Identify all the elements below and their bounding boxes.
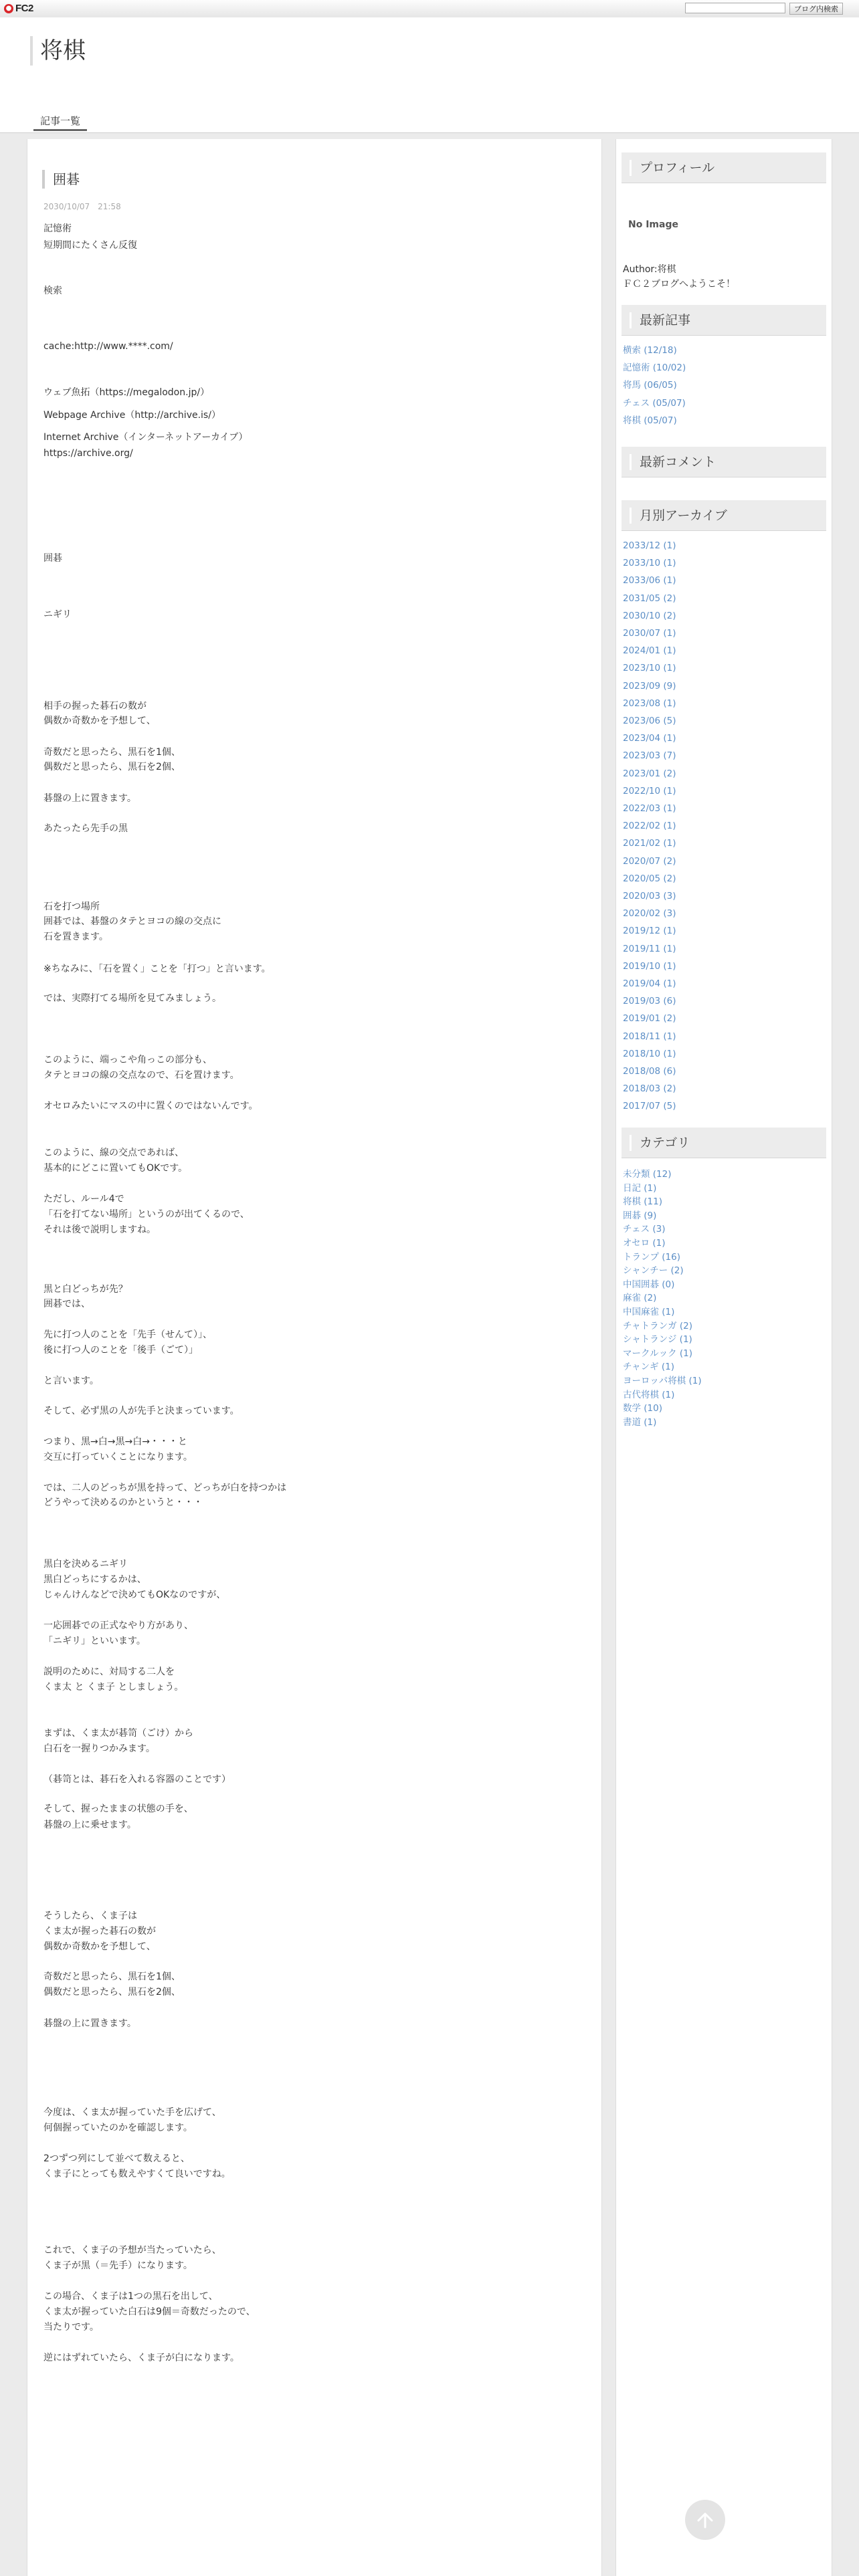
entry-text-line: つまり、黒→白→黒→白→・・・と — [43, 1436, 187, 1447]
archive-month-link[interactable]: 2017/07 (5) — [623, 1101, 676, 1112]
category-link[interactable]: オセロ (1) — [623, 1238, 666, 1249]
entry-text-line: そうしたら、くま子は — [43, 1911, 137, 1921]
entry-text-line: 一応囲碁での正式なやり方があり、 — [43, 1620, 193, 1631]
entry-text-line: ただし、ルール4で — [43, 1194, 124, 1204]
category-link[interactable]: 中国麻雀 (1) — [623, 1307, 675, 1317]
archive-month-link[interactable]: 2030/07 (1) — [623, 628, 676, 639]
category-link[interactable]: 将棋 (11) — [623, 1196, 663, 1208]
entry-text-line: このように、端っこや角っこの部分も、 — [43, 1055, 212, 1065]
entry-text-line: 偶数だと思ったら、黒石を2個、 — [43, 762, 181, 772]
entry-text-line: タテとヨコの線の交点なので、石を置けます。 — [43, 1070, 240, 1081]
archive-month-link[interactable]: 2033/10 (1) — [623, 558, 676, 569]
archive-month-link[interactable]: 2023/06 (5) — [623, 716, 676, 726]
archive-month-link[interactable]: 2018/10 (1) — [623, 1048, 676, 1059]
entry-text-line: 碁盤の上に置きます。 — [43, 2018, 136, 2029]
entry-text-line: 2つずつ列にして並べて数えると、 — [43, 2153, 190, 2164]
entry-text-line: （碁笥とは、碁石を入れる容器のことです） — [43, 1774, 231, 1785]
entry-text-line: ※ちなみに、「石を置く」ことを「打つ」と言います。 — [43, 964, 271, 974]
fc2-logo-icon: ● — [4, 4, 13, 13]
entry-text-line: 囲碁では、碁盤のタテとヨコの線の交点に — [43, 916, 221, 927]
profile-no-image: No Image — [628, 219, 678, 230]
archive-heading-box — [622, 500, 826, 531]
blog-search-input[interactable] — [685, 3, 785, 13]
entry-text-line: と言います。 — [43, 1376, 99, 1386]
entry-text-line: 検索 — [43, 286, 62, 296]
archive-month-link[interactable]: 2020/05 (2) — [623, 873, 676, 884]
entry-title-wrap — [42, 170, 80, 189]
archive-month-link[interactable]: 2022/10 (1) — [623, 785, 676, 796]
entry-text-line: cache:http://www.****.com/ — [43, 341, 173, 352]
entry-text-line: 白石を一握りつかみます。 — [43, 1743, 155, 1754]
entry-text-line: じゃんけんなどで決めてもOKなのですが、 — [43, 1590, 226, 1600]
entry-text-line: 記憶術 — [43, 223, 72, 234]
archive-month-link[interactable]: 2020/02 (3) — [623, 908, 676, 920]
entry-text-line: どうやって決めるのかというと・・・ — [43, 1497, 203, 1508]
blog-header — [0, 17, 859, 133]
entry-text-line: ウェブ魚拓（https://megalodon.jp/） — [43, 387, 210, 398]
sidebar — [615, 139, 832, 2576]
entry-text-line: 後に打つ人のことを「後手（ごて）」 — [43, 1345, 198, 1356]
entry-text-line: 囲碁では、 — [43, 1299, 90, 1309]
category-link[interactable]: 中国囲碁 (0) — [623, 1279, 675, 1290]
category-heading-box — [622, 1128, 826, 1158]
category-heading: カテゴリ — [630, 1135, 690, 1151]
archive-month-link[interactable]: 2031/05 (2) — [623, 593, 676, 604]
category-link[interactable]: シャトランジ (1) — [623, 1334, 692, 1346]
entry-text-line: あたったら先手の黒 — [43, 823, 128, 834]
archive-month-link[interactable]: 2019/04 (1) — [623, 978, 676, 989]
entry-text-line: 相手の握った碁石の数が — [43, 701, 147, 712]
category-link[interactable]: 囲碁 (9) — [623, 1210, 657, 1221]
archive-month-link[interactable]: 2033/12 (1) — [623, 540, 676, 551]
entry-text-line: これで、くま子の予想が当たっていたら、 — [43, 2245, 221, 2256]
entry-text-line: このように、線の交点であれば、 — [43, 1148, 184, 1158]
archive-month-link[interactable]: 2022/02 (1) — [623, 821, 676, 832]
category-link[interactable]: チェス (3) — [623, 1224, 666, 1235]
entry-text-line: 黒と白どっちが先？ — [43, 1284, 128, 1295]
category-link[interactable]: 未分類 (12) — [623, 1169, 672, 1180]
entry-text-line: 当たりです。 — [43, 2322, 99, 2333]
recent-comments-heading: 最新コメント — [630, 454, 716, 470]
entry-text-line: 交互に打っていくことになります。 — [43, 1452, 193, 1463]
entry-text-line: 石を置きます。 — [43, 932, 108, 942]
archive-month-link[interactable]: 2020/03 (3) — [623, 891, 676, 901]
recent-entries-heading-box — [622, 305, 826, 336]
archive-month-link[interactable]: 2018/08 (6) — [623, 1066, 676, 1077]
entry-text-line: 黒白どっちにするかは、 — [43, 1574, 147, 1585]
arrow-up-icon — [695, 2510, 715, 2530]
recent-entry-link[interactable]: 将棋 (05/07) — [623, 415, 677, 426]
entry-text-line: この場合、くま子は1つの黒石を出して、 — [43, 2291, 218, 2302]
entry-text-line: 先に打つ人のことを「先手（せんて）」、 — [43, 1329, 212, 1340]
profile-heading: プロフィール — [630, 160, 714, 176]
fc2-logo-text: FC2 — [15, 3, 33, 14]
archive-month-link[interactable]: 2023/10 (1) — [623, 663, 676, 674]
entry-title[interactable]: 囲碁 — [53, 171, 80, 187]
archive-month-link[interactable]: 2023/03 (7) — [623, 750, 676, 762]
category-link[interactable]: トランプ (16) — [623, 1251, 681, 1263]
entry-date: 2030/10/07 21:58 — [43, 202, 121, 211]
category-link[interactable]: マークルック (1) — [623, 1348, 693, 1359]
entry-text-line: くま太が握った碁石の数が — [43, 1926, 156, 1937]
main-content — [27, 139, 602, 2576]
entry-text-line: 偶数だと思ったら、黒石を2個、 — [43, 1987, 181, 1998]
archive-month-link[interactable]: 2023/09 (9) — [623, 680, 676, 691]
category-link[interactable]: チャトランガ (2) — [623, 1320, 693, 1331]
entry-text-line: 何個握っていたのかを確認します。 — [43, 2123, 193, 2133]
category-link[interactable]: 日記 (1) — [623, 1182, 657, 1194]
archive-heading: 月別アーカイブ — [630, 508, 727, 524]
entry-text-line: くま子が黒（＝先手）になります。 — [43, 2260, 193, 2271]
site-title[interactable]: 将棋 — [40, 37, 86, 64]
archive-month-link[interactable]: 2033/06 (1) — [623, 575, 676, 586]
recent-entry-link[interactable]: チェス (05/07) — [623, 397, 686, 409]
entry-text-line: 基本的にどこに置いてもOKです。 — [43, 1163, 188, 1174]
entry-text-line: 逆にはずれていたら、くま子が白になります。 — [43, 2353, 240, 2363]
archive-month-link[interactable]: 2022/03 (1) — [623, 803, 676, 814]
back-to-top-button[interactable] — [685, 2500, 725, 2540]
recent-comments-heading-box — [622, 447, 826, 477]
archive-month-link[interactable]: 2019/03 (6) — [623, 996, 676, 1007]
fc2-logo[interactable] — [4, 3, 33, 14]
entry-text-line: くま太 と くま子 としましょう。 — [43, 1682, 184, 1693]
category-link[interactable]: 麻雀 (2) — [623, 1293, 657, 1304]
entry-text-line: それは後で説明しますね。 — [43, 1224, 156, 1235]
recent-entry-link[interactable]: 横索 (12/18) — [623, 345, 677, 356]
archive-month-link[interactable]: 2023/01 (2) — [623, 768, 676, 779]
archive-month-link[interactable]: 2024/01 (1) — [623, 645, 676, 657]
archive-month-link[interactable]: 2019/11 (1) — [623, 943, 676, 954]
fc2-toolbar — [0, 0, 859, 18]
entry-text-line: 碁盤の上に乗せます。 — [43, 1820, 136, 1830]
category-link[interactable]: 数学 (10) — [623, 1403, 663, 1414]
recent-entry-link[interactable]: 記憶術 (10/02) — [623, 362, 686, 374]
category-link[interactable]: ヨーロッパ将棋 (1) — [623, 1376, 702, 1386]
profile-welcome: ＦＣ２ブログへようこそ！ — [623, 279, 735, 290]
entry-text-line: では、二人のどっちが黒を持って、どっちが白を持つかは — [43, 1483, 287, 1493]
category-link[interactable]: チャンギ (1) — [623, 1362, 675, 1373]
entry-text-line: まずは、くま太が碁笥（ごけ）から — [43, 1728, 193, 1739]
profile-author: Author:将棋 — [623, 264, 676, 275]
site-title-wrap — [30, 36, 86, 66]
archive-month-link[interactable]: 2023/04 (1) — [623, 733, 676, 744]
archive-month-link[interactable]: 2018/03 (2) — [623, 1083, 676, 1095]
entry-text-line: そして、必ず黒の人が先手と決まっています。 — [43, 1406, 240, 1416]
entry-text-line: 石を打つ場所 — [43, 901, 100, 912]
archive-month-link[interactable]: 2030/10 (2) — [623, 610, 676, 621]
recent-entry-link[interactable]: 将馬 (06/05) — [623, 380, 677, 391]
entry-text-line: Internet Archive（インターネットアーカイブ） — [43, 432, 248, 443]
category-link[interactable]: シャンチー (2) — [623, 1265, 684, 1277]
archive-month-link[interactable]: 2023/08 (1) — [623, 697, 676, 709]
entry-text-line: 奇数だと思ったら、黒石を1個、 — [43, 747, 181, 758]
entry-text-line: 黒白を決めるニギリ — [43, 1559, 128, 1570]
entry-text-line: 偶数か奇数かを予想して、 — [43, 1941, 156, 1952]
archive-month-link[interactable]: 2019/10 (1) — [623, 960, 676, 972]
entry-text-line: ニギリ — [43, 609, 72, 620]
entry-text-line: 説明のために、対局する二人を — [43, 1667, 175, 1677]
entry-text-line: https://archive.org/ — [43, 448, 133, 459]
recent-entries-heading: 最新記事 — [630, 312, 690, 328]
menu-item-entry-list[interactable]: 記事一覧 — [33, 110, 87, 131]
entry-text-line: 今度は、くま太が握っていた手を広げて、 — [43, 2107, 221, 2118]
archive-month-link[interactable]: 2021/02 (1) — [623, 838, 676, 849]
entry-text-line: そして、握ったままの状態の手を、 — [43, 1804, 193, 1814]
entry-text-line: オセロみたいにマスの中に置くのではないんです。 — [43, 1101, 258, 1111]
archive-month-link[interactable]: 2019/12 (1) — [623, 926, 676, 937]
entry-text-line: 偶数か奇数かを予想して、 — [43, 716, 156, 726]
category-link[interactable]: 古代将棋 (1) — [623, 1389, 675, 1400]
category-link[interactable]: 書道 (1) — [623, 1416, 657, 1428]
archive-month-link[interactable]: 2018/11 (1) — [623, 1031, 676, 1042]
archive-month-link[interactable]: 2019/01 (2) — [623, 1013, 676, 1025]
blog-search-button[interactable]: ブログ内検索 — [789, 3, 843, 15]
entry-text-line: Webpage Archive（http://archive.is/） — [43, 410, 221, 421]
entry-text-line: 短期間にたくさん反復 — [43, 240, 137, 251]
archive-month-link[interactable]: 2020/07 (2) — [623, 855, 676, 867]
entry-text-line: 「石を打てない場所」というのが出てくるので、 — [43, 1209, 250, 1220]
profile-heading-box — [622, 152, 826, 183]
entry-text-line: 囲碁 — [43, 553, 62, 564]
entry-text-line: 奇数だと思ったら、黒石を1個、 — [43, 1971, 181, 1982]
entry-text-line: くま子にとっても数えやすくて良いですね。 — [43, 2169, 231, 2179]
entry-text-line: では、実際打てる場所を見てみましょう。 — [43, 993, 221, 1004]
entry-text-line: くま太が握っていた白石は9個＝奇数だったので、 — [43, 2306, 256, 2317]
entry-text-line: 「ニギリ」といいます。 — [43, 1636, 146, 1646]
entry-text-line: 碁盤の上に置きます。 — [43, 793, 136, 804]
